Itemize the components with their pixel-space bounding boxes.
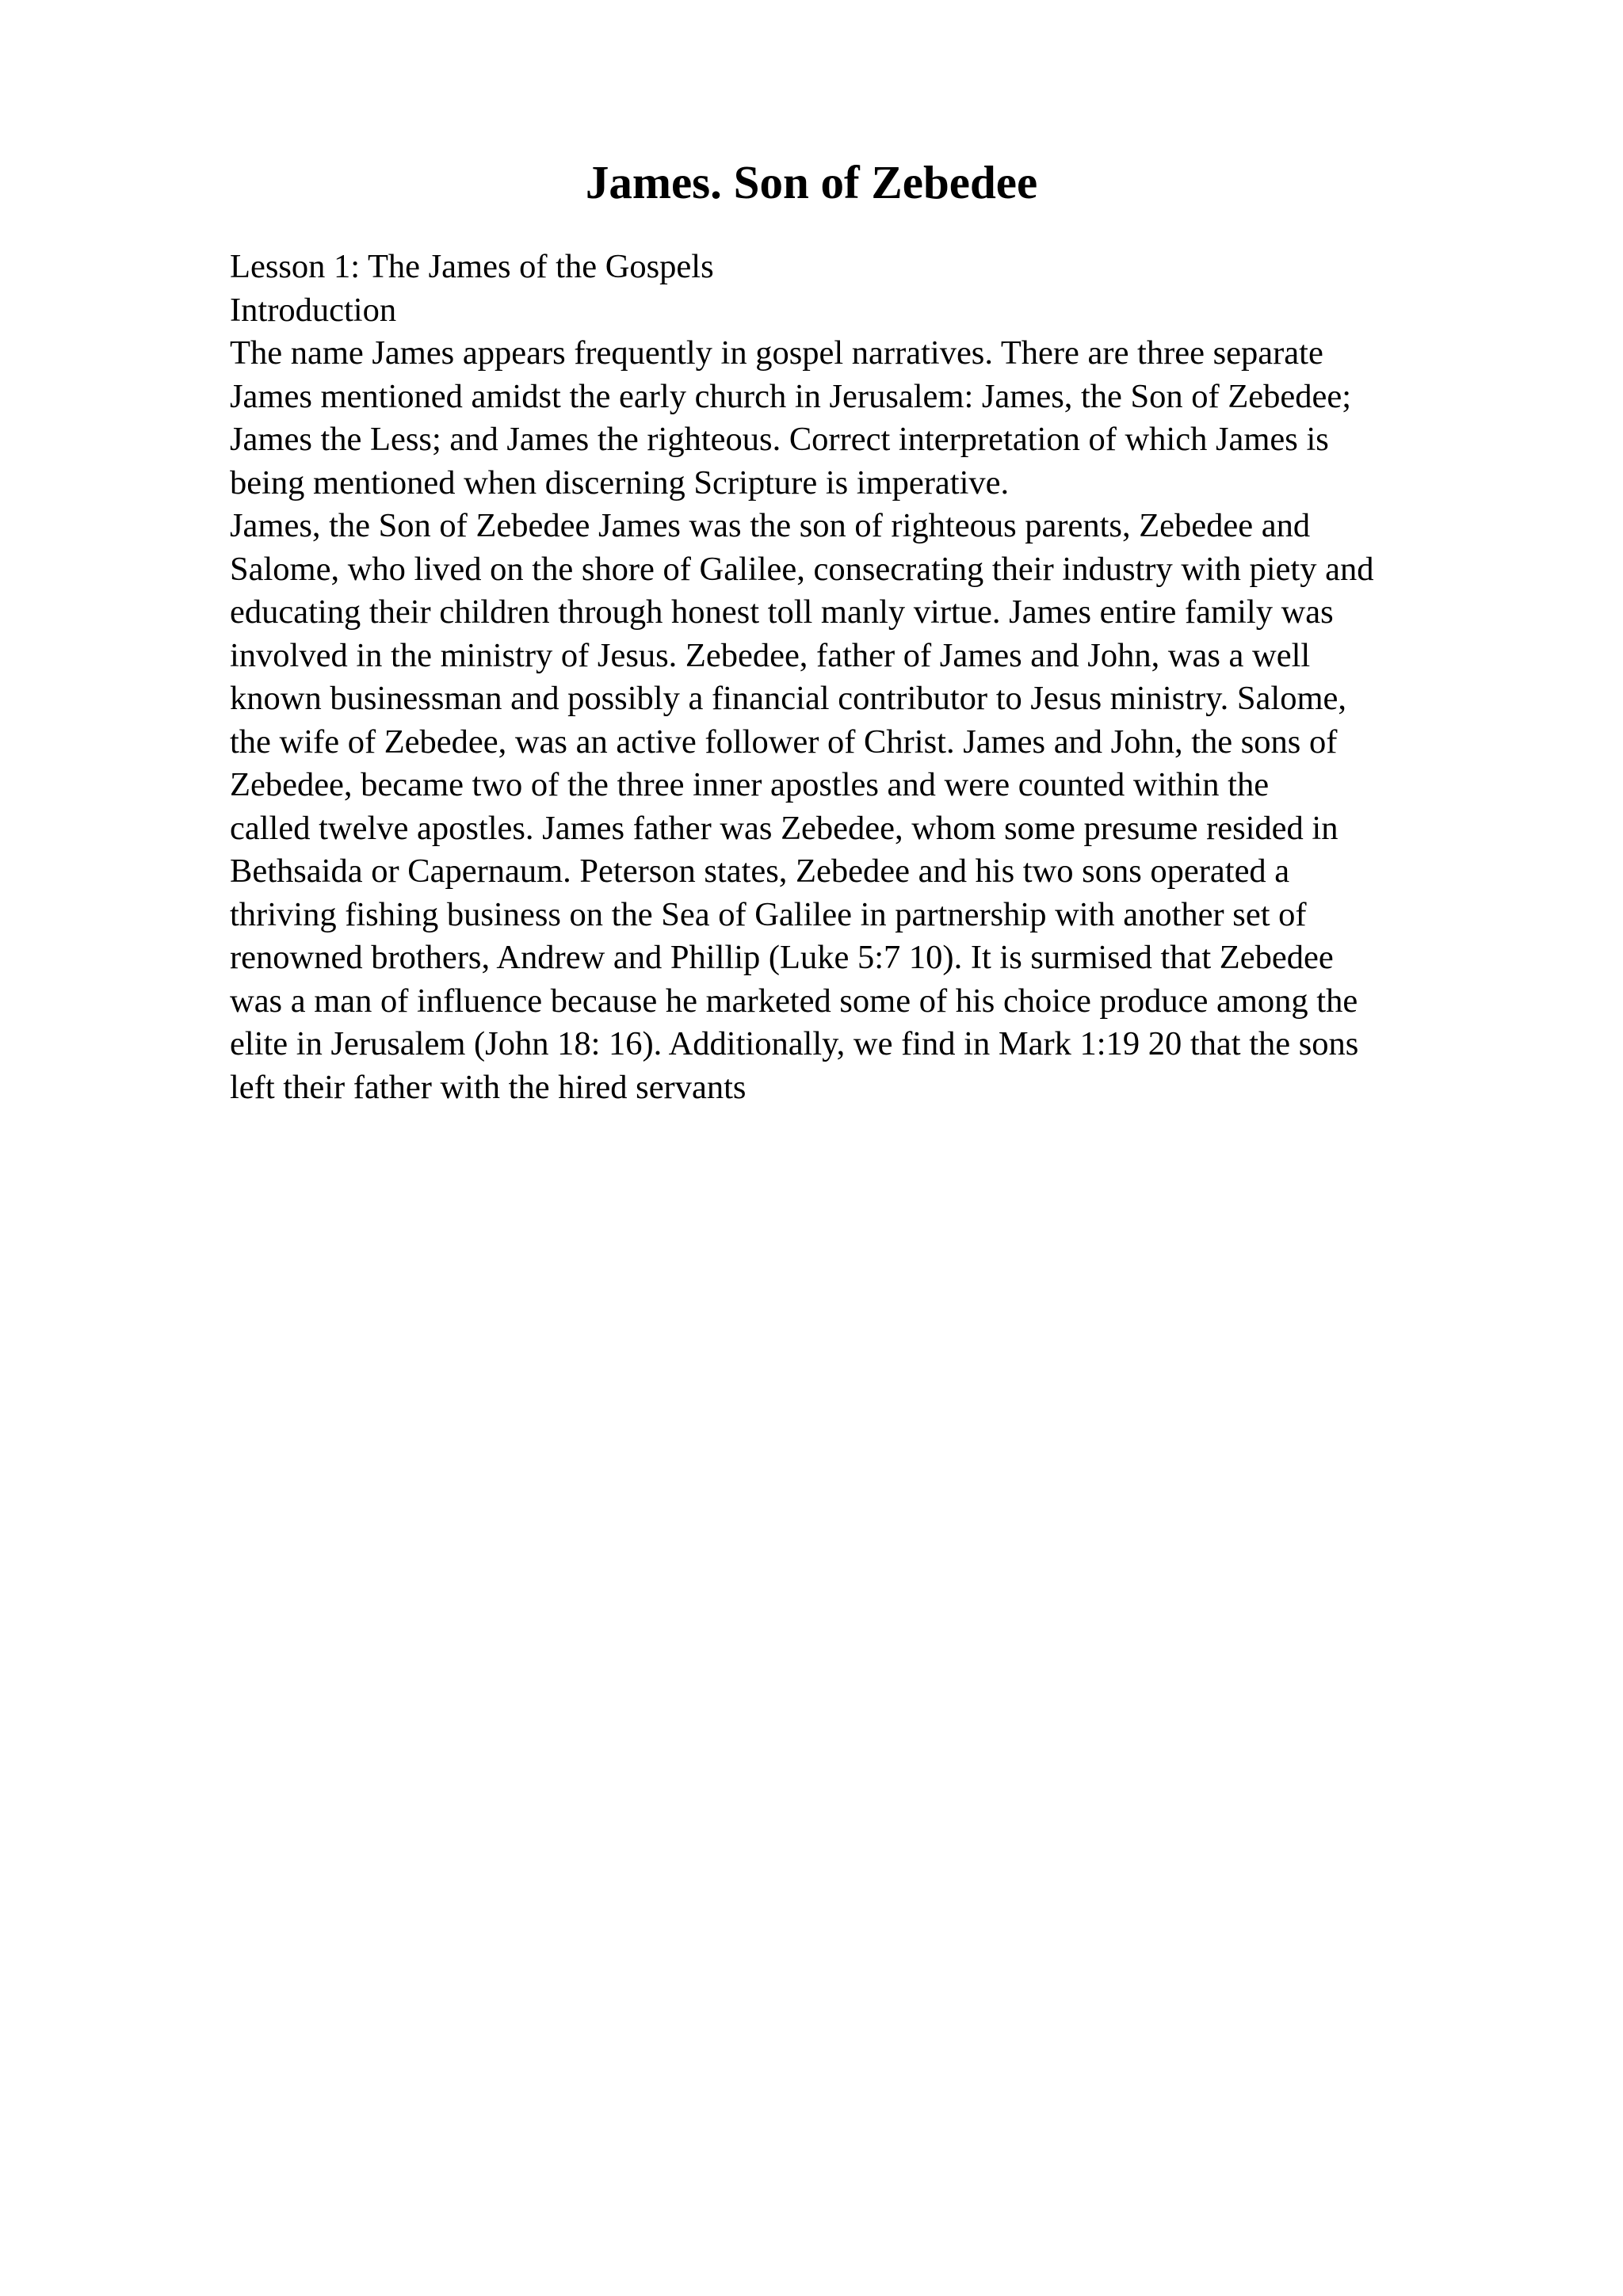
lesson-heading: Lesson 1: The James of the Gospels <box>230 248 714 285</box>
text-line: James mentioned amidst the early church in Jerusalem: James, the Son of Zebedee; <box>230 377 1352 415</box>
text-line: renowned brothers, Andrew and Phillip (Luke 5:7 10). It is surmised that Zebedee <box>230 939 1334 976</box>
page-title: James. Son of Zebedee <box>585 156 1038 208</box>
text-line: Salome, who lived on the shore of Galilee, consecrating their industry with piety and <box>230 550 1374 588</box>
text-line: James, the Son of Zebedee James was the son of righteous parents, Zebedee and <box>230 507 1311 544</box>
text-line: called twelve apostles. James father was Zebedee, whom some presume resided in <box>230 809 1338 847</box>
text-line: James the Less; and James the righteous. Correct interpretation of which James is <box>230 421 1329 458</box>
text-line: Bethsaida or Capernaum. Peterson states, Zebedee and his two sons operated a <box>230 852 1290 890</box>
body-text <box>230 246 1514 1109</box>
text-line: educating their children through honest toll manly virtue. James entire family was <box>230 593 1334 631</box>
text-line: Zebedee, became two of the three inner apostles and were counted within the <box>230 766 1270 803</box>
text-line: thriving fishing business on the Sea of Galilee in partnership with another set of <box>230 895 1307 933</box>
text-line: involved in the ministry of Jesus. Zebedee, father of James and John, was a well <box>230 636 1311 674</box>
text-line: known businessman and possibly a financial contributor to Jesus ministry. Salome, <box>230 680 1347 717</box>
text-line: The name James appears frequently in gospel narratives. There are three separate <box>230 334 1323 372</box>
text-line: the wife of Zebedee, was an active follower of Christ. James and John, the sons of <box>230 723 1338 761</box>
text-line: being mentioned when discerning Scripture is imperative. <box>230 463 1010 502</box>
section-heading-introduction: Introduction <box>230 291 397 329</box>
text-line: left their father with the hired servants <box>230 1068 747 1106</box>
text-line: elite in Jerusalem (John 18: 16). Additionally, we find in Mark 1:19 20 that the sons <box>230 1025 1359 1062</box>
text-line: was a man of influence because he marketed some of his choice produce among the <box>230 982 1358 1020</box>
